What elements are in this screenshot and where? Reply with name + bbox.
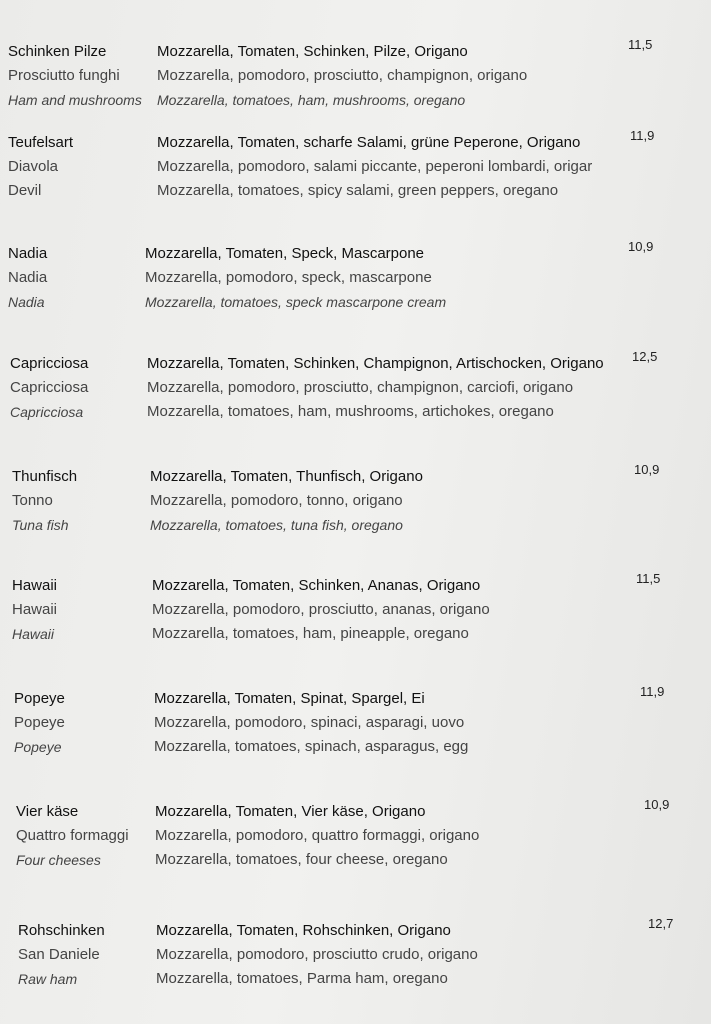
item-name-italian: Tonno	[12, 492, 53, 509]
item-name-english: Ham and mushrooms	[8, 92, 142, 108]
item-name-english: Devil	[8, 182, 42, 199]
item-description-german: Mozzarella, Tomaten, Schinken, Pilze, Origano	[157, 43, 468, 60]
item-name-english: Nadia	[8, 294, 45, 310]
menu-item	[0, 349, 711, 435]
item-description-german: Mozzarella, Tomaten, Vier käse, Origano	[155, 803, 426, 820]
item-description-italian: Mozzarella, pomodoro, prosciutto, champignon, origano	[157, 67, 528, 84]
item-description-italian: Mozzarella, pomodoro, prosciutto crudo, origano	[156, 946, 478, 963]
item-price: 12,5	[632, 349, 658, 364]
item-name-german: Teufelsart	[8, 134, 74, 151]
item-name-german: Thunfisch	[12, 468, 78, 485]
item-name-italian: Nadia	[8, 269, 48, 286]
item-description-english: Mozzarella, tomatoes, ham, pineapple, oregano	[152, 625, 469, 642]
item-name-english: Capricciosa	[10, 404, 84, 420]
menu-item	[0, 797, 711, 883]
item-description-english: Mozzarella, tomatoes, spicy salami, green peppers, oregano	[157, 182, 559, 199]
item-description-german: Mozzarella, Tomaten, Thunfisch, Origano	[150, 468, 423, 485]
menu-item	[0, 916, 711, 1002]
item-description-english: Mozzarella, tomatoes, four cheese, oregano	[155, 851, 448, 868]
item-price: 10,9	[634, 462, 660, 477]
item-price: 11,9	[640, 684, 665, 699]
menu-item	[0, 37, 711, 123]
item-name-italian: Capricciosa	[10, 379, 89, 396]
item-name-italian: Diavola	[8, 158, 59, 175]
item-description-italian: Mozzarella, pomodoro, quattro formaggi, origano	[155, 827, 480, 844]
item-name-english: Four cheeses	[16, 852, 101, 868]
item-name-italian: Prosciutto funghi	[8, 67, 120, 84]
item-description-german: Mozzarella, Tomaten, Schinken, Champignon, Artischocken, Origano	[147, 355, 604, 372]
item-name-german: Nadia	[8, 245, 48, 262]
item-name-german: Vier käse	[16, 803, 79, 820]
item-price: 10,9	[644, 797, 670, 812]
item-description-english: Mozzarella, tomatoes, Parma ham, oregano	[156, 970, 448, 987]
item-name-italian: San Daniele	[18, 946, 100, 963]
item-name-italian: Quattro formaggi	[16, 827, 129, 844]
item-description-english: Mozzarella, tomatoes, speck mascarpone cream	[145, 294, 447, 310]
menu-item	[0, 462, 711, 548]
item-description-italian: Mozzarella, pomodoro, speck, mascarpone	[145, 269, 432, 286]
item-description-english: Mozzarella, tomatoes, tuna fish, oregano	[150, 517, 403, 533]
item-price: 10,9	[628, 239, 654, 254]
item-price: 11,5	[628, 37, 653, 52]
item-description-german: Mozzarella, Tomaten, Schinken, Ananas, Origano	[152, 577, 481, 594]
item-description-english: Mozzarella, tomatoes, ham, mushrooms, oregano	[157, 92, 466, 108]
item-name-italian: Hawaii	[12, 601, 58, 618]
item-price: 11,9	[630, 128, 655, 143]
item-description-italian: Mozzarella, pomodoro, prosciutto, champignon, carciofi, origano	[147, 379, 574, 396]
item-name-english: Hawaii	[12, 626, 55, 642]
item-name-german: Rohschinken	[18, 922, 105, 939]
item-description-italian: Mozzarella, pomodoro, spinaci, asparagi, uovo	[154, 714, 465, 731]
item-description-english: Mozzarella, tomatoes, spinach, asparagus, egg	[154, 738, 469, 755]
item-name-english: Tuna fish	[12, 517, 69, 533]
item-price: 11,5	[636, 571, 661, 586]
item-description-german: Mozzarella, Tomaten, Rohschinken, Origano	[156, 922, 451, 939]
item-description-german: Mozzarella, Tomaten, Spinat, Spargel, Ei	[154, 690, 425, 707]
item-name-german: Popeye	[14, 690, 65, 707]
item-price: 12,7	[648, 916, 674, 931]
item-description-italian: Mozzarella, pomodoro, prosciutto, ananas, origano	[152, 601, 490, 618]
menu-item	[0, 571, 711, 657]
item-name-german: Schinken Pilze	[8, 43, 107, 60]
menu-item	[0, 239, 711, 325]
item-name-english: Popeye	[14, 739, 62, 755]
item-description-german: Mozzarella, Tomaten, Speck, Mascarpone	[145, 245, 425, 262]
item-description-italian: Mozzarella, pomodoro, tonno, origano	[150, 492, 403, 509]
item-name-italian: Popeye	[14, 714, 65, 731]
item-name-english: Raw ham	[18, 971, 78, 987]
item-name-german: Hawaii	[12, 577, 58, 594]
menu-item	[0, 128, 711, 214]
item-description-italian: Mozzarella, pomodoro, salami piccante, peperoni lombardi, origar	[157, 158, 593, 175]
item-description-german: Mozzarella, Tomaten, scharfe Salami, grüne Peperone, Origano	[157, 134, 581, 151]
menu-item	[0, 684, 711, 770]
item-name-german: Capricciosa	[10, 355, 89, 372]
item-description-english: Mozzarella, tomatoes, ham, mushrooms, artichokes, oregano	[147, 403, 554, 420]
